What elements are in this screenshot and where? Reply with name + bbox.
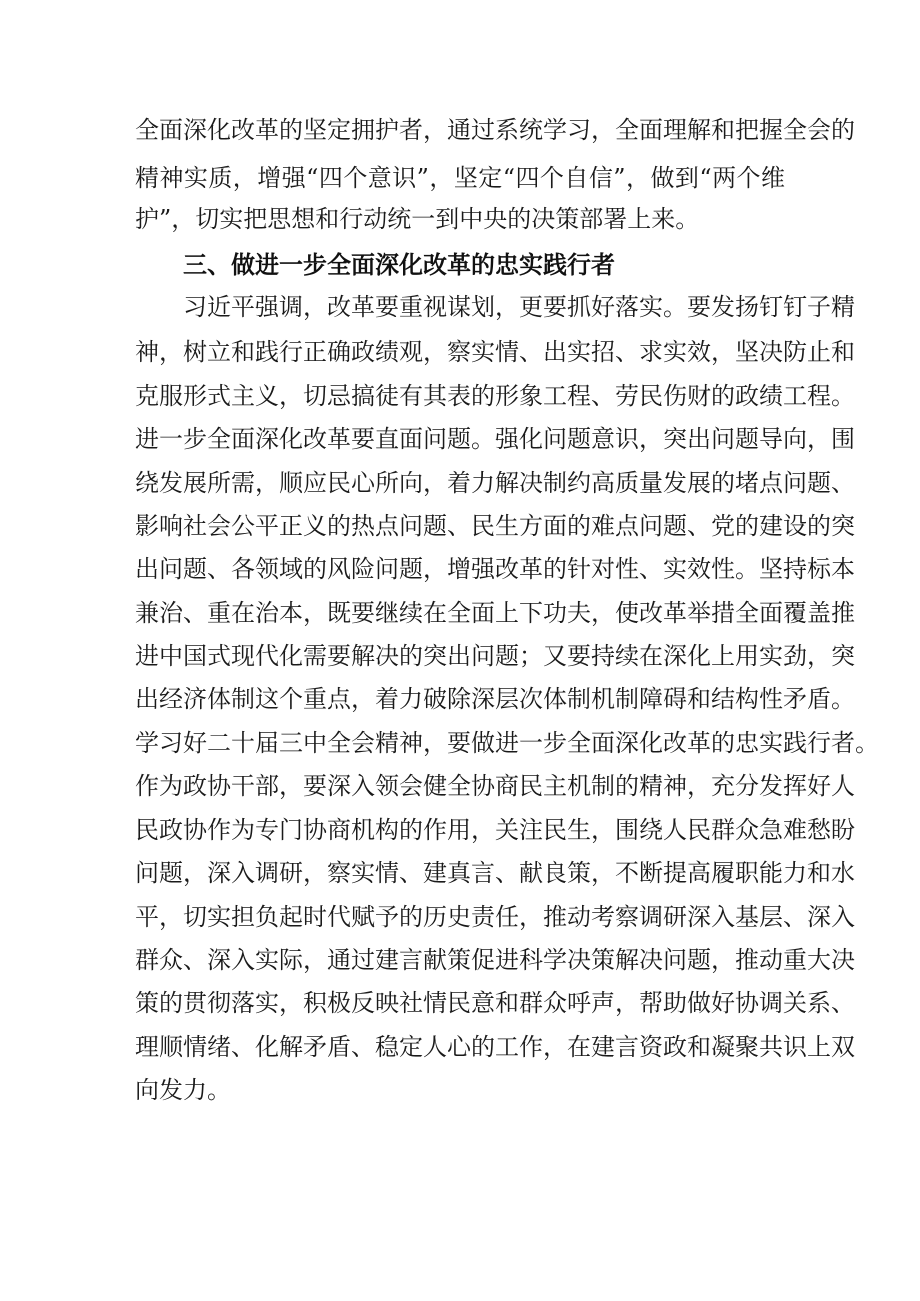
body-text-line: 群众、深入实际，通过建言献策促进科学决策解决问题，推动重大决: [135, 946, 855, 974]
body-text-line: 精神实质，增强“四个意识”，坚定“四个自信”，做到“两个维: [135, 164, 785, 192]
body-text-line: 向发力。: [135, 1076, 231, 1104]
body-text-line: 出经济体制这个重点，着力破除深层次体制机制障碍和结构性矛盾。: [135, 685, 855, 713]
section-heading: 三、做进一步全面深化改革的忠实践行者: [183, 251, 615, 279]
body-text-line: 绕发展所需，顺应民心所向，着力解决制约高质量发展的堵点问题、: [135, 469, 855, 497]
body-text-line: 习近平强调，改革要重视谋划，更要抓好落实。要发扬钉钉子精: [183, 293, 855, 321]
body-text-line: 平，切实担负起时代赋予的历史责任，推动考察调研深入基层、深入: [135, 903, 855, 931]
body-text-line: 策的贯彻落实，积极反映社情民意和群众呼声，帮助做好协调关系、: [135, 989, 855, 1017]
body-text-line: 作为政协干部，要深入领会健全协商民主机制的精神，充分发挥好人: [135, 772, 855, 800]
body-text-line: 出问题、各领域的风险问题，增强改革的针对性、实效性。坚持标本: [135, 555, 855, 583]
body-text-line: 兼治、重在治本，既要继续在全面上下功夫，使改革举措全面覆盖推: [135, 599, 855, 627]
body-text-line: 理顺情绪、化解矛盾、稳定人心的工作，在建言资政和凝聚共识上双: [135, 1033, 855, 1061]
body-text-line: 全面深化改革的坚定拥护者，通过系统学习，全面理解和把握全会的: [135, 116, 855, 144]
body-text-line: 问题，深入调研，察实情、建真言、献良策，不断提高履职能力和水: [135, 859, 855, 887]
body-text-line: 民政协作为专门协商机构的作用，关注民生，围绕人民群众急难愁盼: [135, 816, 855, 844]
body-text-line: 克服形式主义，切忌搞徒有其表的形象工程、劳民伤财的政绩工程。: [135, 382, 855, 410]
body-text-line: 学习好二十届三中全会精神，要做进一步全面深化改革的忠实践行者。: [135, 729, 879, 757]
body-text-line: 神，树立和践行正确政绩观，察实情、出实招、求实效，坚决防止和: [135, 338, 855, 366]
body-text-line: 护”，切实把思想和行动统一到中央的决策部署上来。: [135, 205, 700, 233]
body-text-line: 影响社会公平正义的热点问题、民生方面的难点问题、党的建设的突: [135, 512, 855, 540]
body-text-line: 进一步全面深化改革要直面问题。强化问题意识，突出问题导向，围: [135, 425, 855, 453]
body-text-line: 进中国式现代化需要解决的突出问题；又要持续在深化上用实劲，突: [135, 642, 855, 670]
